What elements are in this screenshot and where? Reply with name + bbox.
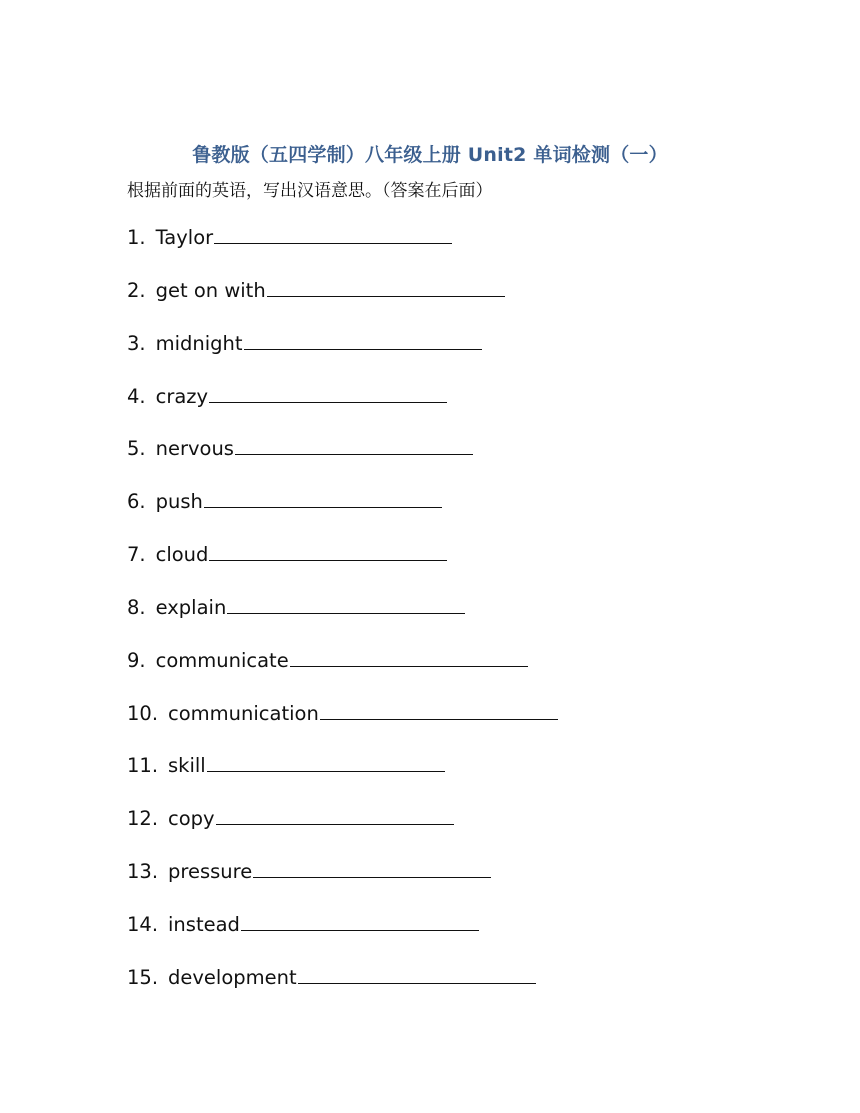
item-word: development <box>168 965 297 989</box>
item-word: get on with <box>155 278 266 302</box>
answer-blank[interactable] <box>207 749 445 772</box>
answer-blank[interactable] <box>267 274 505 297</box>
list-item <box>127 274 558 327</box>
list-item <box>127 961 558 1014</box>
list-item <box>127 802 558 855</box>
list-item <box>127 485 558 538</box>
item-word: communication <box>168 701 319 725</box>
item-word: explain <box>155 595 227 619</box>
list-item <box>127 591 558 644</box>
item-word: push <box>155 490 203 514</box>
list-item <box>127 697 558 750</box>
list-item <box>127 908 558 961</box>
item-word: midnight <box>155 331 243 355</box>
item-number: 1. <box>127 226 146 249</box>
item-number: 7. <box>127 543 146 567</box>
item-word: crazy <box>155 384 209 408</box>
item-number: 2. <box>127 278 146 302</box>
list-item <box>127 855 558 908</box>
list-item <box>127 538 558 591</box>
item-word: instead <box>168 912 240 936</box>
page-title: 鲁教版（五四学制）八年级上册 Unit2 单词检测（一） <box>192 144 668 166</box>
list-item <box>127 749 558 802</box>
item-number: 10. <box>127 701 159 725</box>
vocabulary-list <box>127 221 558 1014</box>
item-word: skill <box>168 754 206 778</box>
item-number: 14. <box>127 912 159 936</box>
answer-blank[interactable] <box>320 697 558 720</box>
list-item <box>127 432 558 485</box>
answer-blank[interactable] <box>244 327 482 350</box>
answer-blank[interactable] <box>290 644 528 667</box>
item-number: 3. <box>127 331 146 355</box>
list-item <box>127 644 558 697</box>
item-word: nervous <box>155 437 234 461</box>
item-word: communicate <box>155 648 289 672</box>
item-word: copy <box>168 807 215 831</box>
item-number: 6. <box>127 490 146 514</box>
answer-blank[interactable] <box>241 908 479 931</box>
item-number: 15. <box>127 965 159 989</box>
instruction-text: 根据前面的英语，写出汉语意思。（答案在后面） <box>127 181 493 201</box>
answer-blank[interactable] <box>235 432 473 455</box>
answer-blank[interactable] <box>214 221 452 244</box>
item-number: 11. <box>127 754 159 778</box>
answer-blank[interactable] <box>204 485 442 508</box>
item-number: 13. <box>127 860 159 884</box>
item-number: 5. <box>127 437 146 461</box>
answer-blank[interactable] <box>216 802 454 825</box>
item-number: 9. <box>127 648 146 672</box>
answer-blank[interactable] <box>298 961 536 984</box>
item-word: pressure <box>168 860 253 884</box>
answer-blank[interactable] <box>227 591 465 614</box>
answer-blank[interactable] <box>209 538 447 561</box>
list-item <box>127 221 558 274</box>
list-item <box>127 327 558 380</box>
item-number: 12. <box>127 807 159 831</box>
answer-blank[interactable] <box>209 380 447 403</box>
item-word: cloud <box>155 543 209 567</box>
item-number: 4. <box>127 384 146 408</box>
answer-blank[interactable] <box>253 855 491 878</box>
item-word: Taylor <box>155 226 214 249</box>
list-item <box>127 380 558 433</box>
item-number: 8. <box>127 595 146 619</box>
